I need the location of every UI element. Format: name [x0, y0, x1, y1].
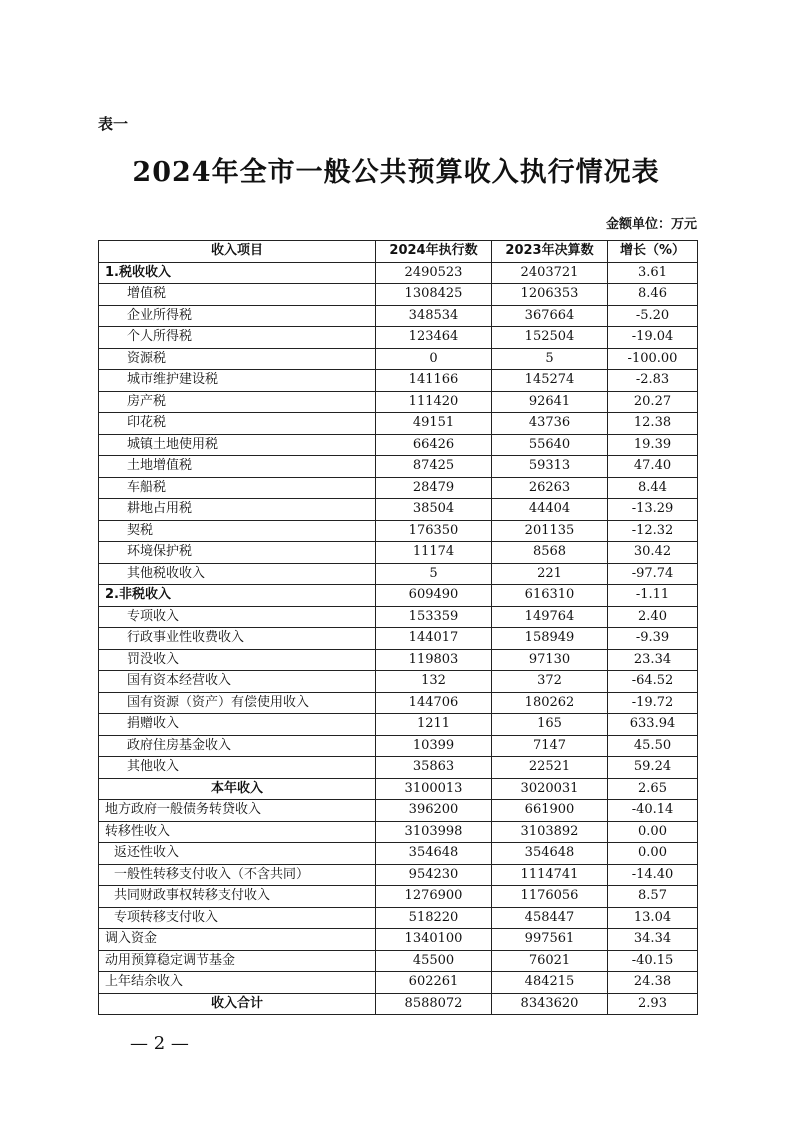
row-final-2023: 201135 — [492, 520, 608, 542]
header-exec-2024: 2024年执行数 — [376, 241, 492, 263]
row-final-2023: 372 — [492, 671, 608, 693]
table-row — [99, 477, 698, 499]
row-exec-2024: 144706 — [376, 692, 492, 714]
row-final-2023: 1206353 — [492, 284, 608, 306]
row-exec-2024: 1276900 — [376, 886, 492, 908]
table-row — [99, 456, 698, 478]
row-exec-2024: 954230 — [376, 864, 492, 886]
row-item-label: 收入合计 — [99, 993, 376, 1015]
row-growth: 23.34 — [608, 649, 698, 671]
row-final-2023: 44404 — [492, 499, 608, 521]
row-growth: 47.40 — [608, 456, 698, 478]
table-row — [99, 843, 698, 865]
table-row — [99, 800, 698, 822]
table-row — [99, 520, 698, 542]
row-final-2023: 59313 — [492, 456, 608, 478]
row-growth: 0.00 — [608, 821, 698, 843]
row-item-label: 国有资本经营收入 — [99, 671, 376, 693]
table-row — [99, 391, 698, 413]
row-exec-2024: 66426 — [376, 434, 492, 456]
row-exec-2024: 3100013 — [376, 778, 492, 800]
row-final-2023: 616310 — [492, 585, 608, 607]
row-final-2023: 221 — [492, 563, 608, 585]
row-growth: 8.44 — [608, 477, 698, 499]
row-growth: -19.04 — [608, 327, 698, 349]
table-row — [99, 262, 698, 284]
row-exec-2024: 11174 — [376, 542, 492, 564]
row-exec-2024: 348534 — [376, 305, 492, 327]
row-exec-2024: 123464 — [376, 327, 492, 349]
row-final-2023: 1114741 — [492, 864, 608, 886]
table-label: 表一 — [98, 115, 129, 133]
row-item-label: 其他税收收入 — [99, 563, 376, 585]
row-item-label: 耕地占用税 — [99, 499, 376, 521]
header-item: 收入项目 — [99, 241, 376, 263]
row-growth: -19.72 — [608, 692, 698, 714]
row-final-2023: 458447 — [492, 907, 608, 929]
row-item-label: 国有资源（资产）有偿使用收入 — [99, 692, 376, 714]
page-title: 2024年全市一般公共预算收入执行情况表 — [132, 157, 660, 188]
row-final-2023: 1176056 — [492, 886, 608, 908]
table-row — [99, 864, 698, 886]
table-row — [99, 413, 698, 435]
row-exec-2024: 132 — [376, 671, 492, 693]
row-growth: 8.57 — [608, 886, 698, 908]
row-item-label: 房产税 — [99, 391, 376, 413]
row-item-label: 1.税收收入 — [99, 262, 376, 284]
table-row — [99, 434, 698, 456]
table-row — [99, 649, 698, 671]
row-growth: -1.11 — [608, 585, 698, 607]
row-item-label: 其他收入 — [99, 757, 376, 779]
row-final-2023: 997561 — [492, 929, 608, 951]
table-row — [99, 327, 698, 349]
row-final-2023: 8343620 — [492, 993, 608, 1015]
row-final-2023: 180262 — [492, 692, 608, 714]
table-body — [99, 262, 698, 1015]
row-exec-2024: 8588072 — [376, 993, 492, 1015]
row-final-2023: 5 — [492, 348, 608, 370]
row-item-label: 捐赠收入 — [99, 714, 376, 736]
row-final-2023: 2403721 — [492, 262, 608, 284]
row-final-2023: 55640 — [492, 434, 608, 456]
row-exec-2024: 111420 — [376, 391, 492, 413]
row-item-label: 资源税 — [99, 348, 376, 370]
row-item-label: 个人所得税 — [99, 327, 376, 349]
row-growth: 19.39 — [608, 434, 698, 456]
row-item-label: 城市维护建设税 — [99, 370, 376, 392]
row-item-label: 专项转移支付收入 — [99, 907, 376, 929]
row-growth: 2.93 — [608, 993, 698, 1015]
row-exec-2024: 144017 — [376, 628, 492, 650]
row-item-label: 一般性转移支付收入（不含共同） — [99, 864, 376, 886]
row-final-2023: 92641 — [492, 391, 608, 413]
table-row — [99, 348, 698, 370]
row-item-label: 地方政府一般债务转贷收入 — [99, 800, 376, 822]
row-exec-2024: 518220 — [376, 907, 492, 929]
row-exec-2024: 396200 — [376, 800, 492, 822]
unit-note: 金额单位：万元 — [605, 217, 697, 232]
table-row — [99, 714, 698, 736]
row-growth: 30.42 — [608, 542, 698, 564]
row-final-2023: 97130 — [492, 649, 608, 671]
row-growth: 13.04 — [608, 907, 698, 929]
row-exec-2024: 354648 — [376, 843, 492, 865]
row-exec-2024: 38504 — [376, 499, 492, 521]
row-exec-2024: 10399 — [376, 735, 492, 757]
row-growth: 0.00 — [608, 843, 698, 865]
row-exec-2024: 5 — [376, 563, 492, 585]
row-exec-2024: 1308425 — [376, 284, 492, 306]
row-final-2023: 484215 — [492, 972, 608, 994]
table-row — [99, 972, 698, 994]
row-exec-2024: 45500 — [376, 950, 492, 972]
row-exec-2024: 602261 — [376, 972, 492, 994]
row-exec-2024: 1211 — [376, 714, 492, 736]
row-exec-2024: 141166 — [376, 370, 492, 392]
row-final-2023: 3103892 — [492, 821, 608, 843]
row-item-label: 企业所得税 — [99, 305, 376, 327]
row-final-2023: 354648 — [492, 843, 608, 865]
table-row — [99, 692, 698, 714]
row-item-label: 契税 — [99, 520, 376, 542]
row-growth: -9.39 — [608, 628, 698, 650]
row-item-label: 调入资金 — [99, 929, 376, 951]
row-exec-2024: 119803 — [376, 649, 492, 671]
row-growth: 45.50 — [608, 735, 698, 757]
table-row — [99, 585, 698, 607]
row-growth: -2.83 — [608, 370, 698, 392]
row-item-label: 专项收入 — [99, 606, 376, 628]
row-item-label: 返还性收入 — [99, 843, 376, 865]
table-row — [99, 563, 698, 585]
row-growth: -97.74 — [608, 563, 698, 585]
row-exec-2024: 176350 — [376, 520, 492, 542]
row-exec-2024: 28479 — [376, 477, 492, 499]
table-row — [99, 907, 698, 929]
table-row — [99, 284, 698, 306]
table-row — [99, 606, 698, 628]
table-row — [99, 950, 698, 972]
row-item-label: 罚没收入 — [99, 649, 376, 671]
row-item-label: 政府住房基金收入 — [99, 735, 376, 757]
row-growth: 8.46 — [608, 284, 698, 306]
header-growth: 增长（%） — [608, 241, 698, 263]
table-row — [99, 671, 698, 693]
table-header-row — [99, 241, 698, 263]
row-item-label: 车船税 — [99, 477, 376, 499]
row-growth: 24.38 — [608, 972, 698, 994]
table-row — [99, 370, 698, 392]
header-final-2023: 2023年决算数 — [492, 241, 608, 263]
table-row — [99, 778, 698, 800]
row-growth: 633.94 — [608, 714, 698, 736]
row-item-label: 环境保护税 — [99, 542, 376, 564]
row-growth: -40.15 — [608, 950, 698, 972]
row-exec-2024: 3103998 — [376, 821, 492, 843]
row-final-2023: 145274 — [492, 370, 608, 392]
page-number: — 2 — — [130, 1033, 189, 1054]
row-growth: 3.61 — [608, 262, 698, 284]
table-row — [99, 821, 698, 843]
row-growth: 59.24 — [608, 757, 698, 779]
row-final-2023: 26263 — [492, 477, 608, 499]
row-exec-2024: 609490 — [376, 585, 492, 607]
row-final-2023: 152504 — [492, 327, 608, 349]
row-final-2023: 43736 — [492, 413, 608, 435]
row-final-2023: 7147 — [492, 735, 608, 757]
row-growth: -13.29 — [608, 499, 698, 521]
row-growth: 2.65 — [608, 778, 698, 800]
row-exec-2024: 87425 — [376, 456, 492, 478]
row-growth: -40.14 — [608, 800, 698, 822]
row-final-2023: 661900 — [492, 800, 608, 822]
row-growth: -5.20 — [608, 305, 698, 327]
row-growth: 12.38 — [608, 413, 698, 435]
row-final-2023: 158949 — [492, 628, 608, 650]
table-row — [99, 929, 698, 951]
row-final-2023: 149764 — [492, 606, 608, 628]
row-item-label: 城镇土地使用税 — [99, 434, 376, 456]
row-item-label: 增值税 — [99, 284, 376, 306]
row-growth: -64.52 — [608, 671, 698, 693]
revenue-table — [98, 240, 698, 1015]
table-row — [99, 886, 698, 908]
row-growth: -100.00 — [608, 348, 698, 370]
row-growth: -12.32 — [608, 520, 698, 542]
table-row — [99, 542, 698, 564]
row-final-2023: 3020031 — [492, 778, 608, 800]
table-row — [99, 499, 698, 521]
row-final-2023: 22521 — [492, 757, 608, 779]
row-final-2023: 8568 — [492, 542, 608, 564]
row-exec-2024: 0 — [376, 348, 492, 370]
row-growth: 2.40 — [608, 606, 698, 628]
row-growth: 20.27 — [608, 391, 698, 413]
row-item-label: 动用预算稳定调节基金 — [99, 950, 376, 972]
row-exec-2024: 1340100 — [376, 929, 492, 951]
row-item-label: 印花税 — [99, 413, 376, 435]
row-item-label: 转移性收入 — [99, 821, 376, 843]
row-final-2023: 165 — [492, 714, 608, 736]
row-exec-2024: 49151 — [376, 413, 492, 435]
row-final-2023: 367664 — [492, 305, 608, 327]
table-row — [99, 735, 698, 757]
row-exec-2024: 2490523 — [376, 262, 492, 284]
row-final-2023: 76021 — [492, 950, 608, 972]
row-growth: -14.40 — [608, 864, 698, 886]
row-item-label: 共同财政事权转移支付收入 — [99, 886, 376, 908]
row-exec-2024: 153359 — [376, 606, 492, 628]
row-item-label: 行政事业性收费收入 — [99, 628, 376, 650]
table-row — [99, 993, 698, 1015]
table-row — [99, 628, 698, 650]
row-exec-2024: 35863 — [376, 757, 492, 779]
row-item-label: 土地增值税 — [99, 456, 376, 478]
table-row — [99, 305, 698, 327]
row-item-label: 上年结余收入 — [99, 972, 376, 994]
row-item-label: 2.非税收入 — [99, 585, 376, 607]
row-growth: 34.34 — [608, 929, 698, 951]
table-row — [99, 757, 698, 779]
row-item-label: 本年收入 — [99, 778, 376, 800]
